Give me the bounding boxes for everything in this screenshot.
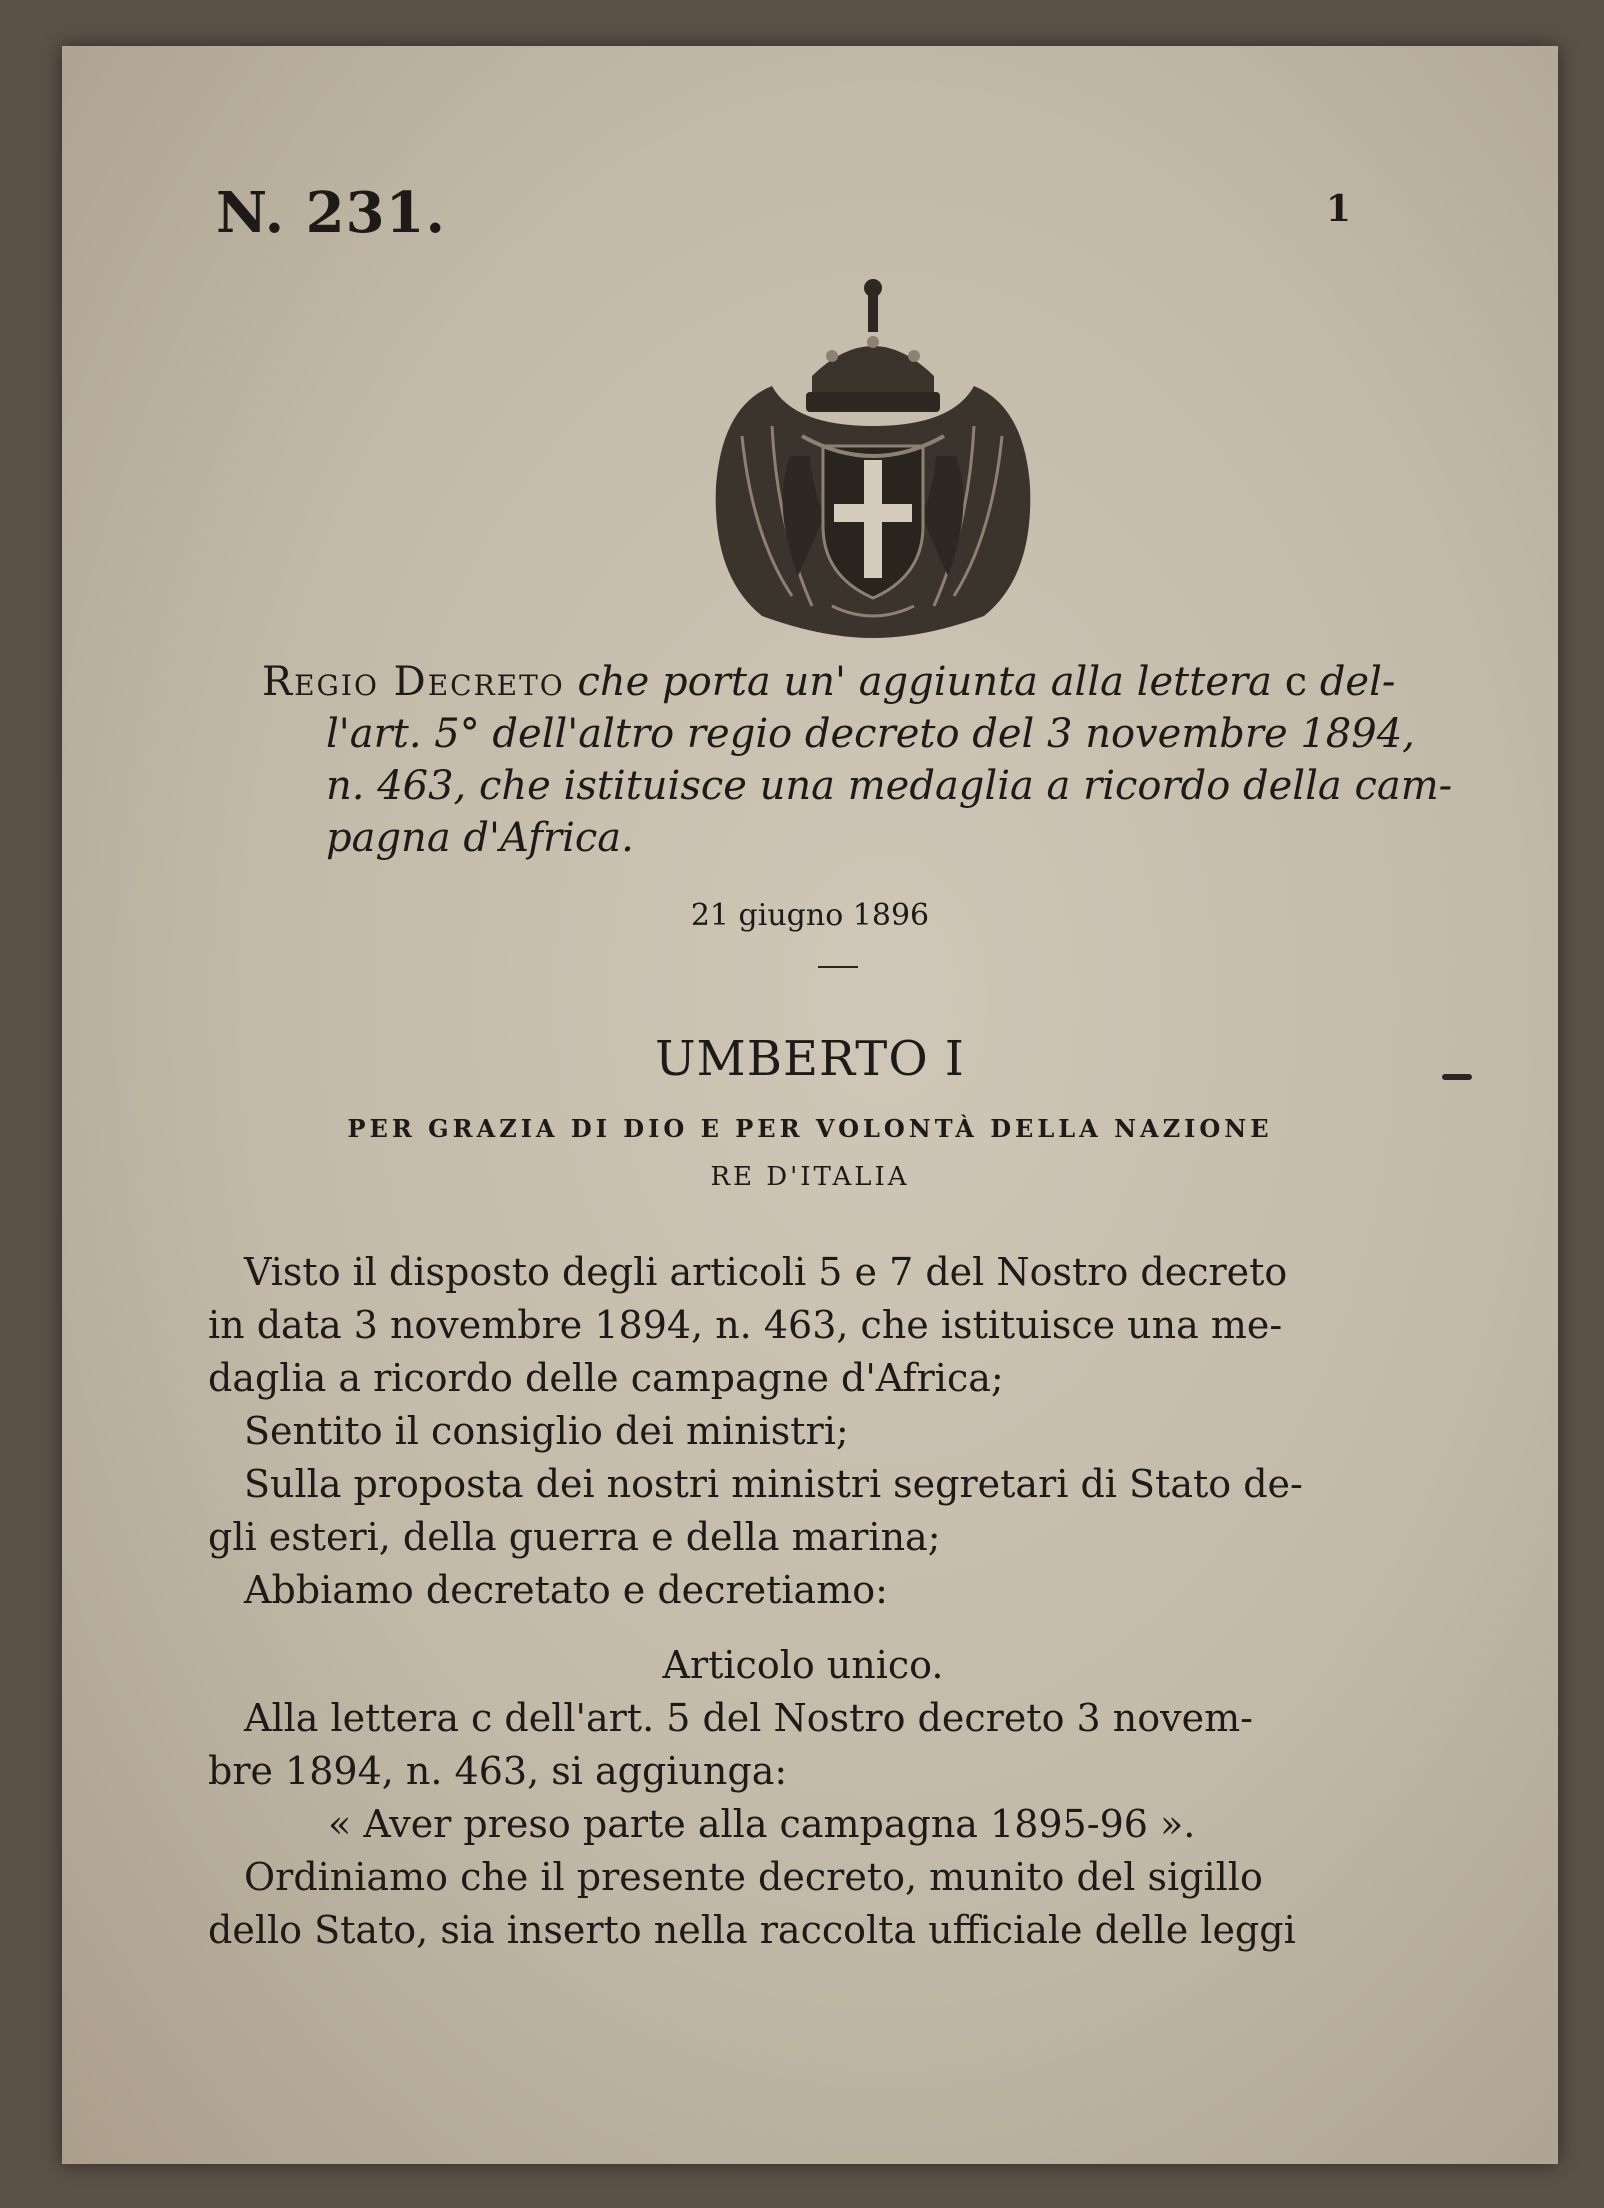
- king-grace-formula: PER GRAZIA DI DIO E PER VOLONTÀ DELLA NAZIONE: [347, 1114, 1273, 1143]
- article-quote: « Aver preso parte alla campagna 1895-96 ».: [328, 1802, 1196, 1846]
- king-name: UMBERTO I: [655, 1031, 965, 1087]
- king-title: RE D'ITALIA: [710, 1162, 910, 1192]
- decree-title-line-2: l'art. 5° dell'altro regio decreto del 3 novembre 1894,: [326, 711, 1415, 757]
- decree-title-line-1: che porta un' aggiunta alla lettera: [577, 659, 1272, 705]
- divider: [818, 966, 858, 968]
- article-line-1: Alla lettera c dell'art. 5 del Nostro decreto 3 novem-: [244, 1696, 1253, 1740]
- decree-title: [262, 656, 1453, 864]
- document-page: [62, 46, 1558, 2164]
- body-line-6: gli esteri, della guerra e della marina;: [208, 1515, 941, 1559]
- body-line-5: Sulla proposta dei nostri ministri segretari di Stato de-: [244, 1462, 1303, 1506]
- closing-line-2: dello Stato, sia inserto nella raccolta ufficiale delle leggi: [208, 1908, 1296, 1952]
- page-number: 1: [1326, 188, 1352, 230]
- article-heading: Articolo unico.: [662, 1643, 944, 1687]
- decree-title-line-3: n. 463, che istituisce una medaglia a ricordo della cam-: [326, 763, 1453, 809]
- decree-body: [208, 1246, 1398, 1957]
- decree-title-line-4: pagna d'Africa.: [326, 815, 634, 861]
- savoy-coat-of-arms-icon: [702, 276, 1044, 642]
- decree-label: Regio Decreto: [262, 659, 565, 705]
- closing-line-1: Ordiniamo che il presente decreto, munito del sigillo: [244, 1855, 1263, 1899]
- decree-title-letter-c: c: [1284, 659, 1308, 705]
- body-line-4: Sentito il consiglio dei ministri;: [244, 1409, 849, 1453]
- body-line-3: daglia a ricordo delle campagne d'Africa;: [208, 1356, 1004, 1400]
- body-line-2: in data 3 novembre 1894, n. 463, che istituisce una me-: [208, 1303, 1283, 1347]
- body-line-7: Abbiamo decretato e decretiamo:: [244, 1568, 888, 1612]
- decree-number: N. 231.: [216, 180, 446, 246]
- ink-mark: [1442, 1074, 1472, 1080]
- decree-date: 21 giugno 1896: [690, 898, 930, 933]
- decree-title-line-1-tail: del-: [1319, 659, 1396, 705]
- body-line-1: Visto il disposto degli articoli 5 e 7 del Nostro decreto: [244, 1250, 1288, 1294]
- article-line-2: bre 1894, n. 463, si aggiunga:: [208, 1749, 788, 1793]
